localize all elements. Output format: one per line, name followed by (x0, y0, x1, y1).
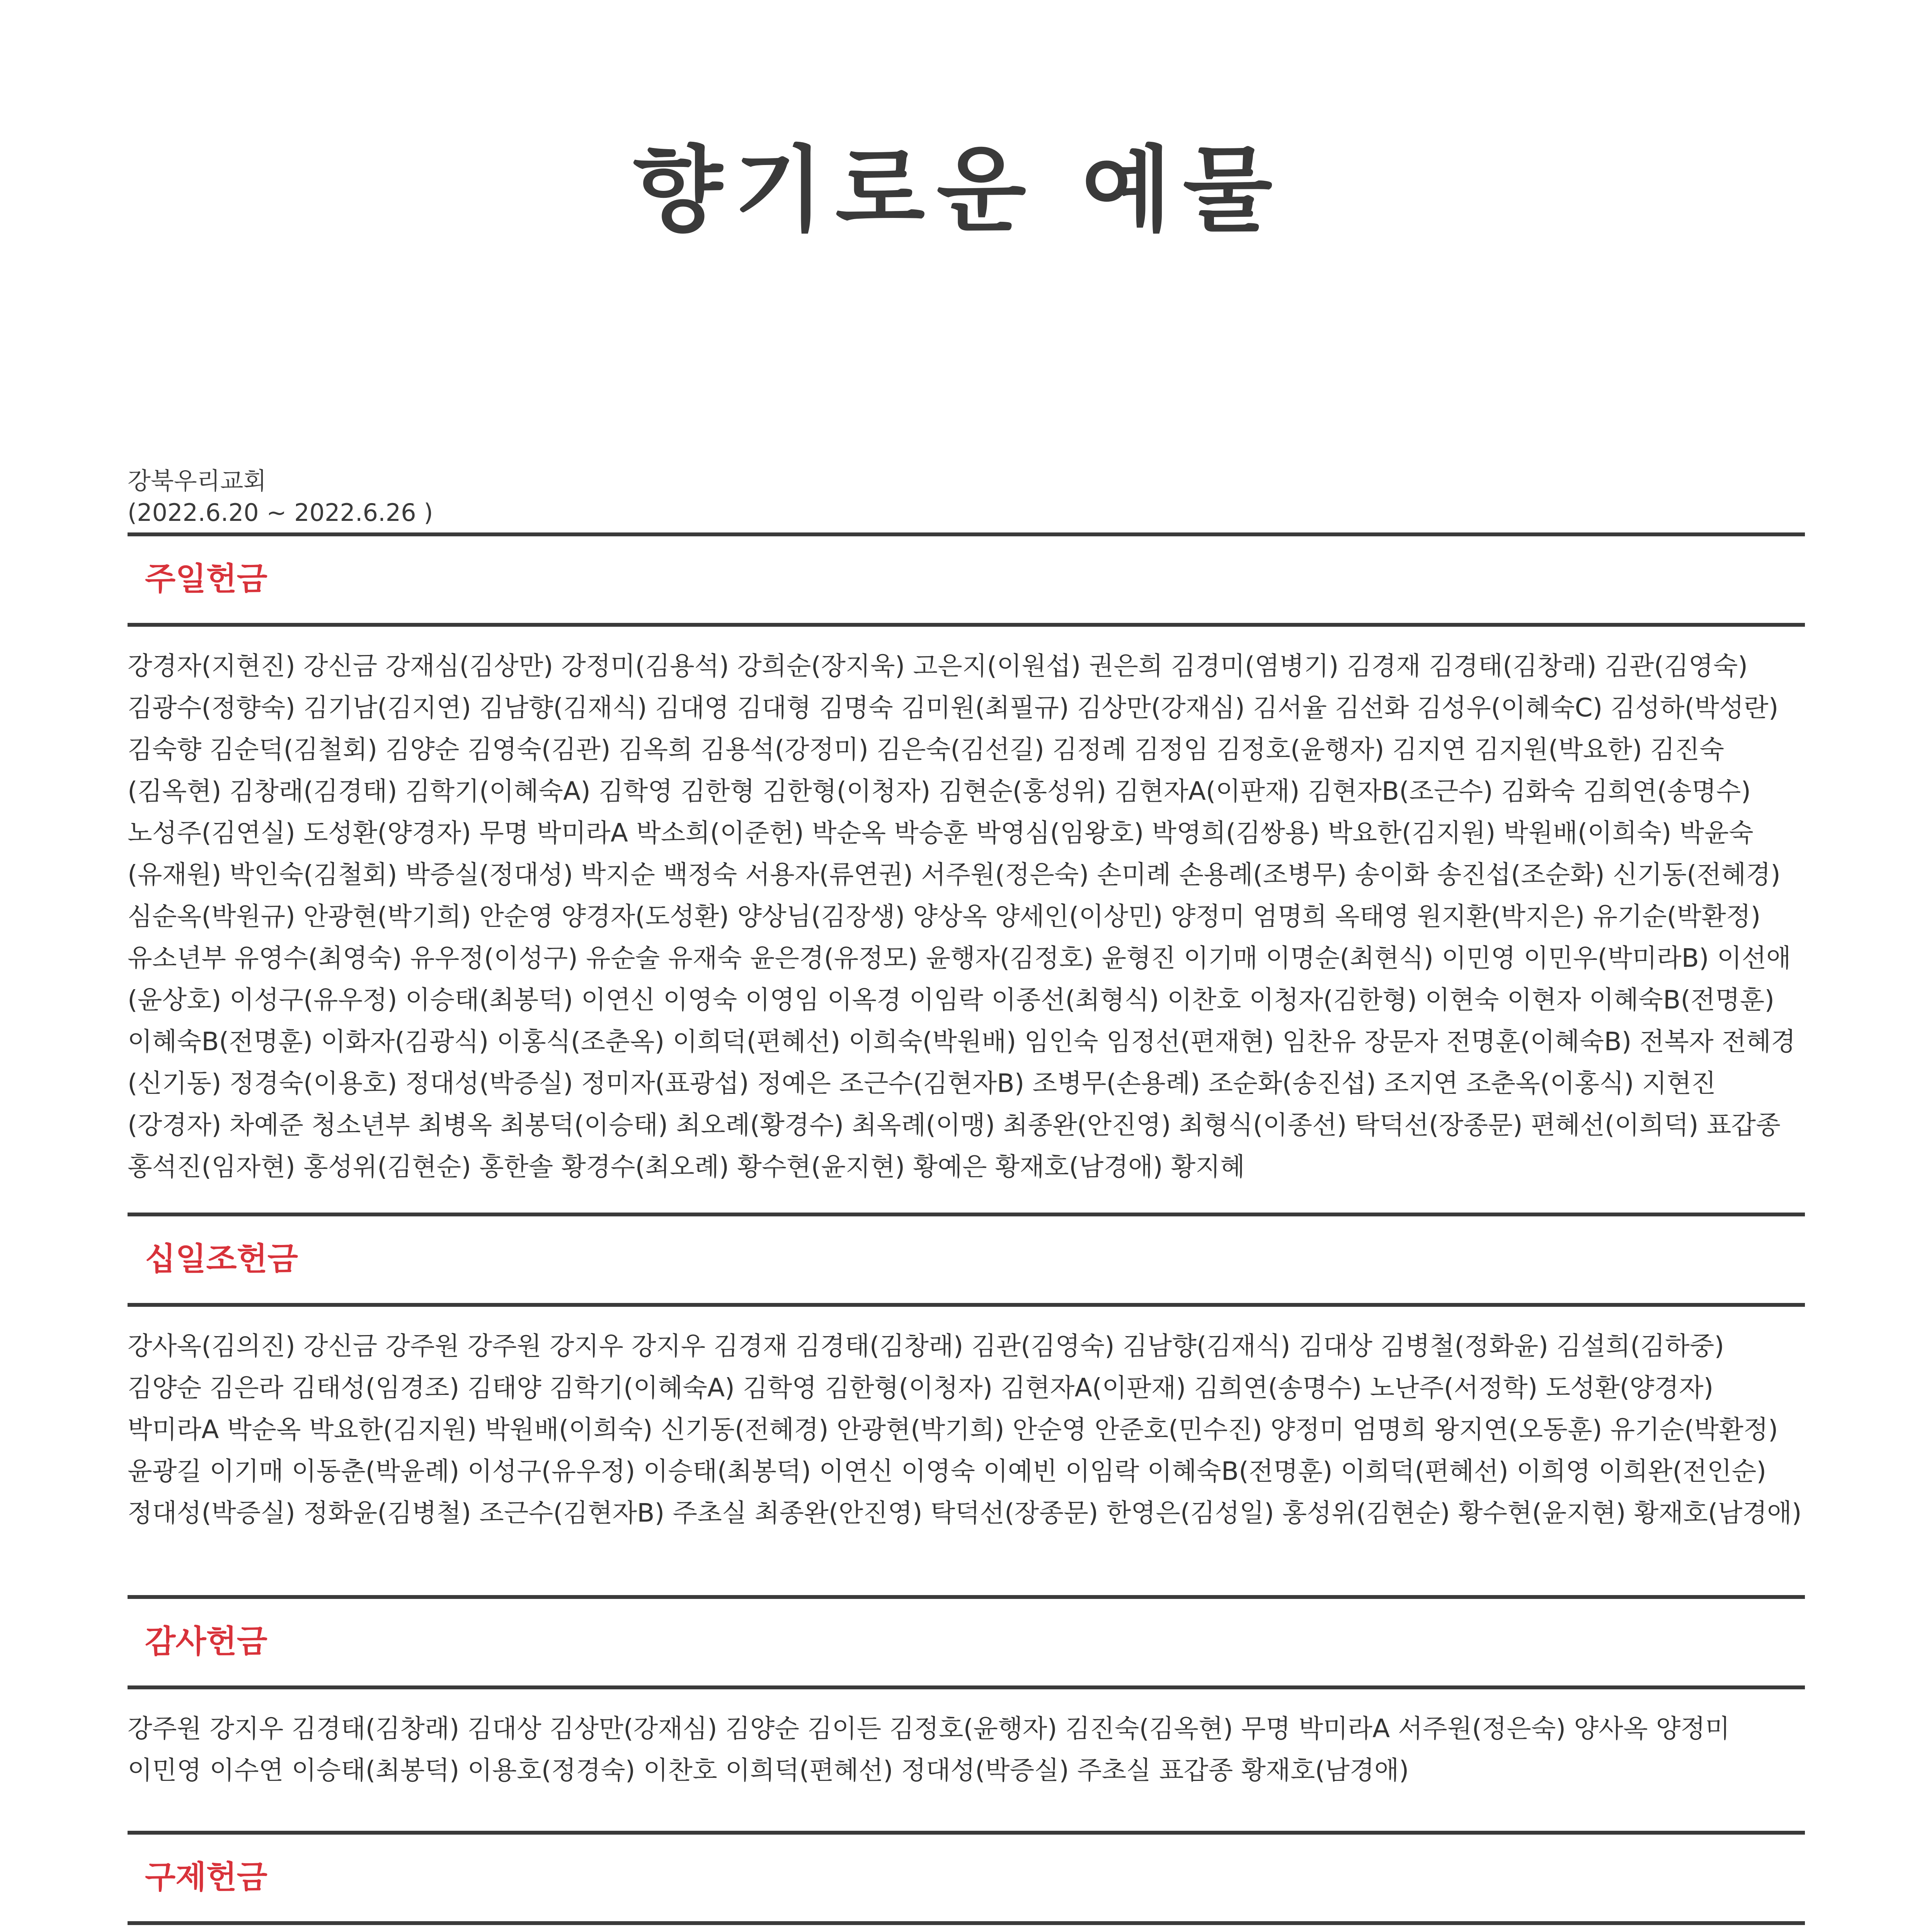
section-divider (128, 532, 1805, 536)
section-divider (128, 623, 1805, 627)
section-names-sunday-offering: 강경자(지현진) 강신금 강재심(김상만) 강정미(김용석) 강희순(장지욱) 고은지(이원섭) 권은희 김경미(염병기) 김경재 김경태(김창래) 김관(김영숙) 김광수(정향숙) 김기남(김지연) 김남향(김재식) 김대영 김대형 김명숙 김미원(최필규) 김상만(강재심) 김서율 김선화 김성우(이혜숙C) 김성하(박성란) 김숙향 김순덕(김철회) 김양순 김영숙(김관) 김옥희 김용석(강정미) 김은숙(김선길) 김정례 김정임 김정호(윤행자) 김지연 김지원(박요한) 김진숙(김옥현) 김창래(김경태) 김학기(이혜숙A) 김학영 김한형 김한형(이청자) 김현순(홍성위) 김현자A(이판재) 김현자B(조근수) 김화숙 김희연(송명수) 노성주(김연실) 도성환(양경자) 무명 박미라A 박소희(이준헌) 박순옥 박승훈 박영심(임왕호) 박영희(김쌍용) 박요한(김지원) 박원배(이희숙) 박윤숙(유재원) 박인숙(김철회) 박증실(정대성) 박지순 백정숙 서용자(류연권) 서주원(정은숙) 손미례 손용례(조병무) 송이화 송진섭(조순화) 신기동(전혜경) 심순옥(박원규) 안광현(박기희) 안순영 양경자(도성환) 양상님(김장생) 양상옥 양세인(이상민) 양정미 엄명희 옥태영 원지환(박지은) 유기순(박환정) 유소년부 유영수(최영숙) 유우정(이성구) 유순술 유재숙 윤은경(유정모) 윤행자(김정호) 윤형진 이기매 이명순(최현식) 이민영 이민우(박미라B) 이선애(윤상호) 이성구(유우정) 이승태(최봉덕) 이연신 이영숙 이영임 이옥경 이임락 이종선(최형식) 이찬호 이청자(김한형) 이현숙 이현자 이혜숙B(전명훈) 이혜숙B(전명훈) 이화자(김광식) 이홍식(조춘옥) 이희덕(편혜선) 이희숙(박원배) 임인숙 임정선(편재현) 임찬유 장문자 전명훈(이혜숙B) 전복자 전혜경(신기동) 정경숙(이용호) 정대성(박증실) 정미자(표광섭) 정예은 조근수(김현자B) 조병무(손용례) 조순화(송진섭) 조지연 조춘옥(이홍식) 지현진(강경자) 차예준 청소년부 최병옥 최봉덕(이승태) 최오례(황경수) 최옥례(이맹) 최종완(안진영) 최형식(이종선) 탁덕선(장종문) 편혜선(이희덕) 표갑종 홍석진(임자현) 홍성위(김현순) 홍한솔 황경수(최오례) 황수현(윤지현) 황예은 황재호(남경애) 황지혜 (128, 651, 1796, 1182)
section-title-thanks-offering: 감사헌금 (145, 1623, 267, 1660)
section-divider (128, 1303, 1805, 1307)
section-names-tithe-offering: 강사옥(김의진) 강신금 강주원 강주원 강지우 강지우 김경재 김경태(김창래) 김관(김영숙) 김남향(김재식) 김대상 김병철(정화윤) 김설희(김하중) 김양순 김은라 김태성(임경조) 김태양 김학기(이혜숙A) 김학영 김한형(이청자) 김현자A(이판재) 김희연(송명수) 노난주(서정학) 도성환(양경자) 박미라A 박순옥 박요한(김지원) 박원배(이희숙) 신기동(전혜경) 안광현(박기희) 안순영 안준호(민수진) 양정미 엄명희 왕지연(오동훈) 유기순(박환정) 윤광길 이기매 이동춘(박윤례) 이성구(유우정) 이승태(최봉덕) 이연신 이영숙 이예빈 이임락 이혜숙B(전명훈) 이희덕(편혜선) 이희영 이희완(전인순) 정대성(박증실) 정화윤(김병철) 조근수(김현자B) 주초실 최종완(안진영) 탁덕선(장종문) 한영은(김성일) 홍성위(김현순) 황수현(윤지현) 황재호(남경애) (128, 1331, 1802, 1528)
section-title-sunday-offering: 주일헌금 (145, 561, 267, 597)
section-divider (128, 1213, 1805, 1216)
section-divider (128, 1595, 1805, 1599)
section-divider (128, 1831, 1805, 1835)
section-names-thanks-offering: 강주원 강지우 김경태(김창래) 김대상 김상만(강재심) 김양순 김이든 김정호(윤행자) 김진숙(김옥현) 무명 박미라A 서주원(정은숙) 양사옥 양정미 이민영 이수연 이승태(최봉덕) 이용호(정경숙) 이찬호 이희덕(편혜선) 정대성(박증실) 주초실 표갑종 황재호(남경애) (128, 1714, 1730, 1785)
section-divider (128, 1921, 1805, 1925)
section-title-tithe-offering: 십일조헌금 (145, 1241, 298, 1277)
section-title-relief-offering: 구제헌금 (145, 1859, 267, 1896)
church-name: 강북우리교회 (128, 467, 267, 495)
page-title: 향기로운 예물 (633, 136, 1284, 244)
date-range: (2022.6.20 ~ 2022.6.26 ) (128, 498, 433, 527)
section-divider (128, 1685, 1805, 1689)
